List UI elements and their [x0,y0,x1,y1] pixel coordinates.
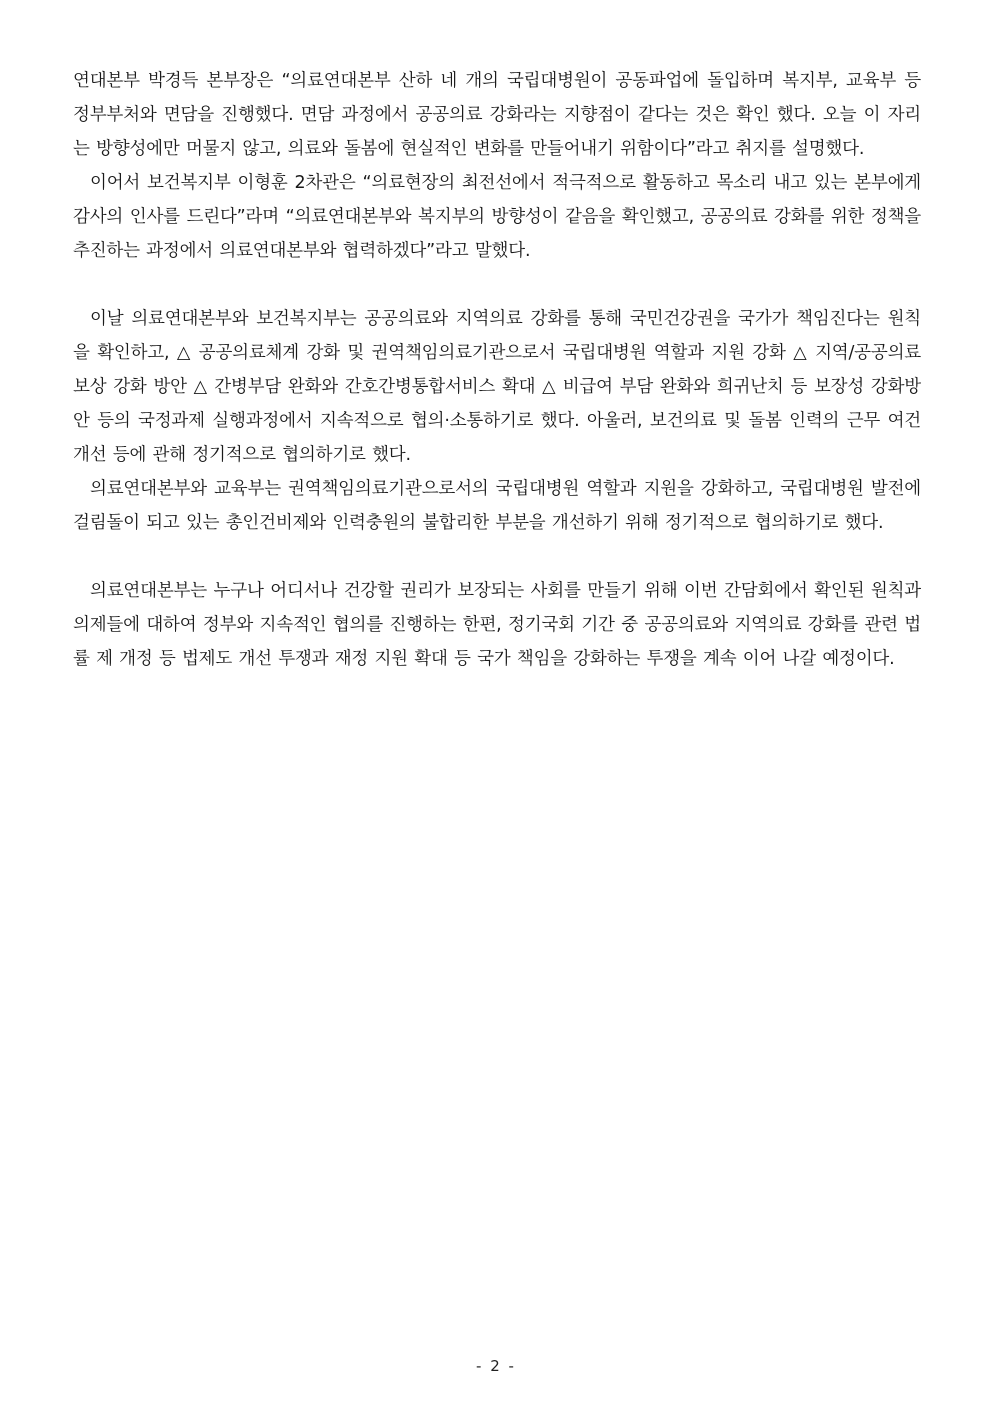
document-body [73,64,921,676]
paragraph-2: 이어서 보건복지부 이형훈 2차관은 “의료현장의 최전선에서 적극적으로 활동하고 목소리 내고 있는 본부에게 감사의 인사를 드린다”라며 “의료연대본부와 복지부의 방향성이 같음을 확인했고, 공공의료 강화를 위한 정책을 추진하는 과정에서 의료연대본부와 협력하겠다”라고 말했다. [73,173,921,261]
paragraph-4: 의료연대본부와 교육부는 권역책임의료기관으로서의 국립대병원 역할과 지원을 강화하고, 국립대병원 발전에 걸림돌이 되고 있는 총인건비제와 인력충원의 불합리한 부분을 개선하기 위해 정기적으로 협의하기로 했다. [73,479,921,533]
paragraph-5: 의료연대본부는 누구나 어디서나 건강할 권리가 보장되는 사회를 만들기 위해 이번 간담회에서 확인된 원칙과 의제들에 대하여 정부와 지속적인 협의를 진행하는 한편, 정기국회 기간 중 공공의료와 지역의료 강화를 관련 법률 제 개정 등 법제도 개선 투쟁과 재정 지원 확대 등 국가 책임을 강화하는 투쟁을 계속 이어 나갈 예정이다. [73,581,921,669]
paragraph-spacer [73,540,921,574]
paragraph-spacer [73,268,921,302]
paragraph-1: 연대본부 박경득 본부장은 “의료연대본부 산하 네 개의 국립대병원이 공동파업에 돌입하며 복지부, 교육부 등 정부부처와 면담을 진행했다. 면담 과정에서 공공의료 강화라는 지향점이 같다는 것은 확인 했다. 오늘 이 자리는 방향성에만 머물지 않고, 의료와 돌봄에 현실적인 변화를 만들어내기 위함이다”라고 취지를 설명했다. [73,71,921,159]
paragraph-3: 이날 의료연대본부와 보건복지부는 공공의료와 지역의료 강화를 통해 국민건강권을 국가가 책임진다는 원칙을 확인하고, △ 공공의료체계 강화 및 권역책임의료기관으로서 국립대병원 역할과 지원 강화 △ 지역/공공의료 보상 강화 방안 △ 간병부담 완화와 간호간병통합서비스 확대 △ 비급여 부담 완화와 희귀난치 등 보장성 강화방안 등의 국정과제 실행과정에서 지속적으로 협의·소통하기로 했다. 아울러, 보건의료 및 돌봄 인력의 근무 여건 개선 등에 관해 정기적으로 협의하기로 했다. [73,309,921,465]
page-number: - 2 - [476,1357,516,1375]
